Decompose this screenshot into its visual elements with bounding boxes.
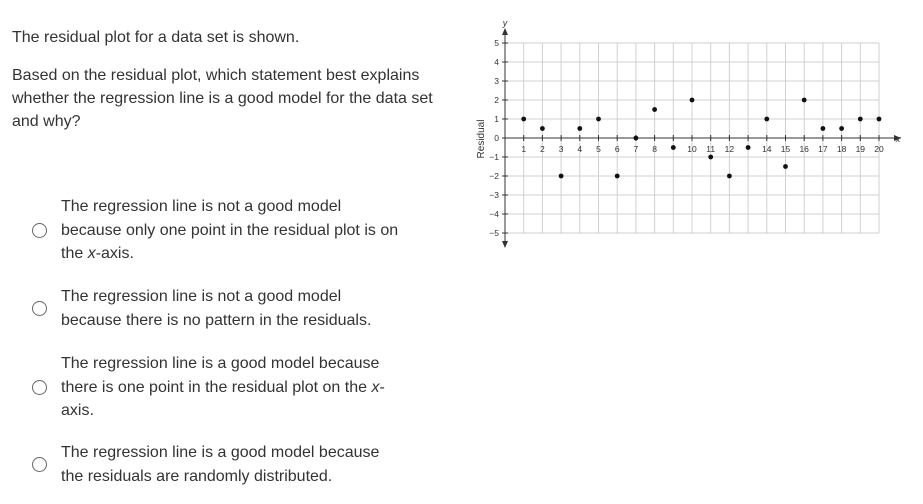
data-point <box>559 174 564 179</box>
y-axis-arrow-down <box>502 241 508 248</box>
choice-text-italic: x <box>371 378 380 396</box>
radio-button-icon[interactable] <box>32 380 47 395</box>
data-point <box>802 98 807 103</box>
x-tick-label: 4 <box>577 144 583 154</box>
x-tick-label: 10 <box>687 144 697 154</box>
choice-text-italic: x <box>87 245 96 262</box>
data-point <box>596 117 601 122</box>
x-tick-label: 11 <box>706 144 716 154</box>
x-tick-label: 16 <box>799 144 809 154</box>
answer-choice-label <box>61 195 401 266</box>
data-point <box>690 98 695 103</box>
data-point <box>521 117 526 122</box>
x-tick-label: 14 <box>762 144 772 154</box>
x-tick-label: 17 <box>818 144 828 154</box>
radio-button-icon[interactable] <box>32 301 47 316</box>
choice-text-part: -axis. <box>61 378 385 419</box>
y-tick-label: 3 <box>494 76 499 86</box>
data-point <box>727 174 732 179</box>
x-tick-label: 2 <box>540 144 545 154</box>
question-intro: The residual plot for a data set is shown. <box>12 29 300 46</box>
y-tick-label: −1 <box>489 152 499 162</box>
y-axis-letter: y <box>502 18 508 28</box>
y-tick-label: 0 <box>494 133 499 143</box>
answer-choice-2[interactable] <box>32 285 412 332</box>
data-point <box>671 145 676 150</box>
x-tick-label: 8 <box>652 144 657 154</box>
answer-choice-4[interactable] <box>32 441 412 488</box>
answer-choice-3[interactable] <box>32 352 412 423</box>
question-text <box>12 26 452 148</box>
data-point <box>783 164 788 169</box>
y-tick-label: 2 <box>494 95 499 105</box>
data-point <box>821 126 826 131</box>
data-point <box>858 117 863 122</box>
y-tick-label: −4 <box>489 209 499 219</box>
answer-choice-label <box>61 352 401 423</box>
x-axis-letter: x <box>895 134 901 144</box>
data-point <box>839 126 844 131</box>
radio-button-icon[interactable] <box>32 223 47 238</box>
y-tick-label: −5 <box>489 228 499 238</box>
answer-choice-1[interactable] <box>32 195 412 266</box>
x-tick-label: 7 <box>633 144 639 154</box>
radio-button-icon[interactable] <box>32 457 47 472</box>
choice-text-part: The regression line is a good model because there is one point in the residual plot on the <box>61 355 380 396</box>
x-tick-label: 20 <box>874 144 884 154</box>
choice-text-part: The regression line is not a good model because only one point in the residual plot is on the <box>61 198 399 262</box>
data-point <box>877 117 882 122</box>
choice-text-part: -axis. <box>95 245 134 262</box>
data-point <box>540 126 545 131</box>
y-tick-label: 5 <box>494 38 499 48</box>
x-tick-label: 15 <box>780 144 791 154</box>
y-axis-label: Residual <box>476 119 487 159</box>
x-tick-label: 19 <box>855 144 866 154</box>
data-point <box>577 126 582 131</box>
y-tick-label: −2 <box>489 171 499 181</box>
data-point <box>746 145 751 150</box>
data-point <box>708 155 713 160</box>
question-prompt: Based on the residual plot, which statement best explains whether the regression line is a good model for the data set and why? <box>12 67 433 130</box>
answer-choice-label <box>61 285 401 332</box>
data-point <box>615 174 620 179</box>
y-axis-arrow-up <box>502 28 508 35</box>
x-tick-label: 18 <box>836 144 847 154</box>
x-tick-label: 1 <box>521 144 527 154</box>
data-point <box>634 136 639 141</box>
y-tick-label: 1 <box>494 114 499 124</box>
choice-text-part: The regression line is not a good model because there is no pattern in the residuals. <box>61 288 372 329</box>
choice-text-part: The regression line is a good model because the residuals are randomly distributed. <box>61 444 380 485</box>
data-point <box>652 107 657 112</box>
y-tick-label: 4 <box>494 57 499 67</box>
residual-plot <box>468 14 908 254</box>
x-tick-label: 6 <box>614 144 620 154</box>
answer-choice-label <box>61 441 401 488</box>
x-tick-label: 3 <box>558 144 564 154</box>
data-point <box>764 117 769 122</box>
x-tick-label: 5 <box>596 144 601 154</box>
x-tick-label: 12 <box>724 144 735 154</box>
y-tick-label: −3 <box>489 190 499 200</box>
